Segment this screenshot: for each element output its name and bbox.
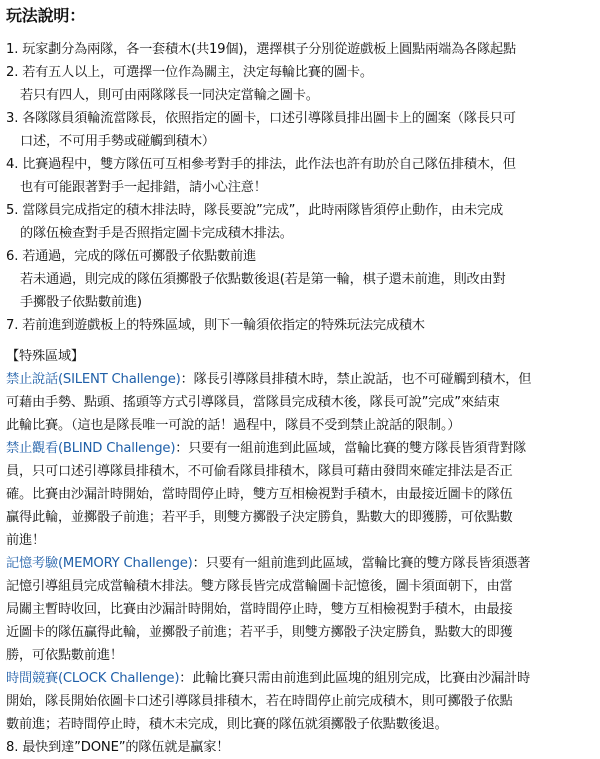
- rule-text: 當隊員完成指定的積木排法時，隊長要說”完成”，此時兩隊皆須停止動作，由未完成: [22, 203, 503, 218]
- challenge-text: 前進！: [6, 533, 45, 548]
- rule-line: [6, 107, 594, 130]
- rule-text: 口述，不可用手勢或碰觸到積木）: [20, 134, 215, 149]
- rule-text: 也有可能跟著對手一起排錯，請小心注意！: [20, 180, 267, 195]
- rule-item: [6, 314, 594, 337]
- challenge-text: ：只要有一組前進到此區域，當輪比賽的雙方隊長皆須背對隊: [175, 441, 526, 456]
- challenge-name: 禁止說話(SILENT Challenge): [6, 372, 181, 387]
- special-line: [6, 690, 594, 713]
- rule-item: [6, 245, 594, 314]
- final-rule: [6, 736, 594, 759]
- special-area-blind: [6, 437, 594, 552]
- rule-line: [6, 291, 594, 314]
- challenge-text: 員，只可口述引導隊員排積木，不可偷看隊員排積木，隊員可藉由發問來確定排法是否正: [6, 464, 513, 479]
- special-line: [6, 575, 594, 598]
- challenge-text: ：只要有一組前進到此區域，當輪比賽的雙方隊長皆須憑著: [192, 556, 531, 571]
- rule-text: 若通過，完成的隊伍可擲骰子依點數前進: [22, 249, 256, 264]
- special-line: [6, 529, 594, 552]
- rule-text: 各隊隊員須輪流當隊長，依照指定的圖卡，口述引導隊員排出圖卡上的圖案（隊長只可: [22, 111, 516, 126]
- special-area-silent: [6, 368, 594, 437]
- challenge-name: 時間競賽(CLOCK Challenge): [6, 671, 180, 686]
- rule-line: [6, 84, 594, 107]
- rule-line: [6, 176, 594, 199]
- rule-text: 若有五人以上，可選擇一位作為關主，決定每輪比賽的圖卡。: [22, 65, 373, 80]
- rule-text: 比賽過程中，雙方隊伍可互相參考對手的排法，此作法也許有助於自己隊伍排積木，但: [22, 157, 516, 172]
- special-line: [6, 391, 594, 414]
- special-areas-list: [6, 368, 594, 736]
- challenge-text: 此輪比賽。（這也是隊長唯一可說的話！過程中，隊員不受到禁止說話的限制。）: [6, 418, 461, 433]
- rule-line: [6, 314, 594, 337]
- special-area-memory: [6, 552, 594, 667]
- special-line: [6, 667, 594, 690]
- rule-number: 8.: [6, 740, 19, 755]
- special-line: [6, 598, 594, 621]
- challenge-name: 記憶考驗(MEMORY Challenge): [6, 556, 193, 571]
- rule-line: [6, 130, 594, 153]
- challenge-text: 局關主暫時收回，比賽由沙漏計時開始，當時間停止時，雙方互相檢視對手積木，由最接: [6, 602, 513, 617]
- special-line: [6, 483, 594, 506]
- rule-item: [6, 38, 594, 61]
- rule-text: 若未通過，則完成的隊伍須擲骰子依點數後退(若是第一輪，棋子還未前進，則改由對: [20, 272, 506, 287]
- rule-line: [6, 61, 594, 84]
- rule-line: [6, 153, 594, 176]
- page-title: 玩法說明：: [6, 6, 86, 25]
- challenge-text: ：此輪比賽只需由前進到此區塊的組別完成，比賽由沙漏計時: [179, 671, 530, 686]
- special-line: [6, 713, 594, 736]
- rule-number: 5.: [6, 203, 19, 218]
- rule-number: 7.: [6, 318, 19, 333]
- special-line: [6, 621, 594, 644]
- rule-line: [6, 38, 594, 61]
- challenge-text: 可藉由手勢、點頭、搖頭等方式引導隊員，當隊員完成積木後，隊長可說”完成”來結束: [6, 395, 500, 410]
- special-line: [6, 552, 594, 575]
- rule-text: 若只有四人，則可由兩隊隊長一同決定當輪之圖卡。: [20, 88, 319, 103]
- rule-line: [6, 245, 594, 268]
- rule-text: 的隊伍檢查對手是否照指定圖卡完成積木排法。: [20, 226, 293, 241]
- rule-item: [6, 107, 594, 153]
- rule-item: [6, 199, 594, 245]
- challenge-text: 數前進；若時間停止時，積木未完成，則比賽的隊伍就須擲骰子依點數後退。: [6, 717, 448, 732]
- rule-line: [6, 199, 594, 222]
- rule-item: [6, 61, 594, 107]
- rule-number: 6.: [6, 249, 19, 264]
- challenge-text: 贏得此輪，並擲骰子前進；若平手，則雙方擲骰子決定勝負，點數大的即獲勝，可依點數: [6, 510, 513, 525]
- special-line: [6, 414, 594, 437]
- special-areas-header: 【特殊區域】: [6, 349, 84, 364]
- rule-number: 2.: [6, 65, 19, 80]
- special-line: [6, 506, 594, 529]
- special-line: [6, 437, 594, 460]
- challenge-text: 近圖卡的隊伍贏得此輪，並擲骰子前進；若平手，則雙方擲骰子決定勝負，點數大的即獲: [6, 625, 513, 640]
- challenge-name: 禁止觀看(BLIND Challenge): [6, 441, 176, 456]
- challenge-text: 記憶引導組員完成當輪積木排法。雙方隊長皆完成當輪圖卡記憶後，圖卡須面朝下，由當: [6, 579, 513, 594]
- special-line: [6, 460, 594, 483]
- challenge-text: ：隊長引導隊員排積木時，禁止說話，也不可碰觸到積木，但: [180, 372, 532, 387]
- rule-text: 玩家劃分為兩隊，各一套積木(共19個)，選擇棋子分別從遊戲板上圓點兩端為各隊起點: [22, 42, 517, 57]
- special-area-clock: [6, 667, 594, 736]
- rule-item: [6, 153, 594, 199]
- rules-list: [6, 38, 594, 337]
- challenge-text: 勝，可依點數前進！: [6, 648, 123, 663]
- rule-number: 3.: [6, 111, 19, 126]
- rule-text: 若前進到遊戲板上的特殊區域，則下一輪須依指定的特殊玩法完成積木: [22, 318, 425, 333]
- rule-line: [6, 268, 594, 291]
- challenge-text: 確。比賽由沙漏計時開始，當時間停止時，雙方互相檢視對手積木，由最接近圖卡的隊伍: [6, 487, 513, 502]
- rule-number: 4.: [6, 157, 19, 172]
- special-line: [6, 368, 594, 391]
- special-line: [6, 644, 594, 667]
- rule-text: 最快到達”DONE”的隊伍就是贏家！: [22, 740, 230, 755]
- rule-text: 手擲骰子依點數前進): [20, 295, 142, 310]
- challenge-text: 開始，隊長開始依圖卡口述引導隊員排積木，若在時間停止前完成積木，則可擲骰子依點: [6, 694, 513, 709]
- rule-line: [6, 222, 594, 245]
- rule-number: 1.: [6, 42, 19, 57]
